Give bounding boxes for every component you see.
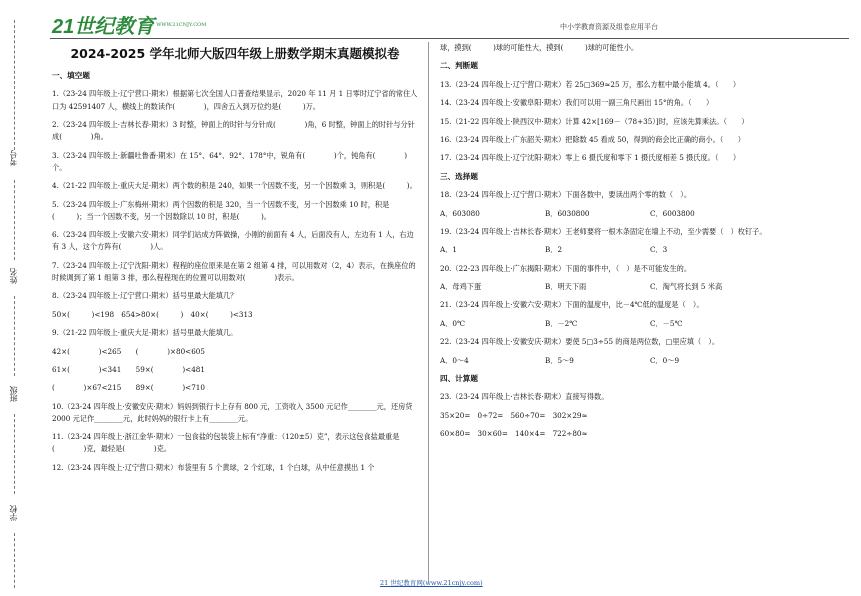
question-23-row: 35×20= 0÷72= 560÷70= 302×29≈ [440, 410, 588, 420]
left-column [52, 70, 420, 480]
question-10: 10.（23-24 四年级上·安徽安庆·期末）妈妈到银行卡上存有 800 元，工资收入 3500 元记作________元，还房贷 2000 元记作________元，此时妈妈的银行卡上有________元。 [52, 401, 413, 423]
option-b: B．－2℃ [545, 318, 578, 328]
question-13: 13.（23-24 四年级上·辽宁营口·期末）若 25□369≈25 万，那么方框中最小能填 4。（ ） [440, 79, 741, 89]
section-heading-true-false: 二、判断题 [440, 61, 478, 71]
logo-text: 21世纪教育 [52, 16, 155, 38]
option-c: C．0～9 [650, 355, 680, 365]
question-12-continued: 球，摸到( )球的可能性大，摸到( )球的可能性小。 [440, 43, 639, 52]
question-6: 6.（23-24 四年级上·安徽六安·期末）同学们站成方阵做操，小刚的前面有 4 人，后面没有人，左边有 1 人，右边有 3 人，这个方阵有( )人。 [52, 230, 414, 252]
option-c: C．淘气将长到 5 米高 [650, 282, 723, 292]
footer-link[interactable]: 21 世纪教育网(www.21cnjy.com) [380, 579, 483, 587]
strip-label-name: 姓名 [9, 268, 18, 284]
question-19-options [440, 244, 820, 256]
option-b: B．明天下雨 [545, 282, 587, 292]
strip-dash-line [14, 180, 16, 260]
strip-dash-line [14, 414, 16, 494]
question-4: 4.（21-22 四年级上·重庆大足·期末）两个数的积是 240，如果一个因数不变，另一个因数乘 3，则积是( )。 [52, 181, 417, 191]
page-title: 2024-2025 学年北师大版四年级上册数学期末真题模拟卷 [70, 46, 400, 61]
option-b: B．2 [545, 245, 563, 255]
section-heading-multiple-choice: 三、选择题 [440, 171, 478, 181]
column-divider [428, 42, 429, 582]
strip-label-class: 班级 [9, 386, 18, 402]
strip-dash-line [14, 296, 16, 376]
question-19: 19.（23-24 四年级上·吉林长春·期末）王老师要将一根木条固定在墙上不动，至少需要（ ）枚钉子。 [440, 226, 767, 236]
question-9: 9.（21-22 四年级上·重庆大足·期末）括号里最大能填几。 [52, 328, 238, 338]
binding-strip [0, 0, 40, 596]
question-8-row: 50×( )<198 654>80×( ) 40×( )<313 [52, 309, 253, 319]
option-a: A．603080 [440, 208, 480, 218]
option-c: C．－5℃ [650, 318, 683, 328]
question-17: 17.（23-24 四年级上·辽宁沈阳·期末）零上 6 摄氏度和零下 1 摄氏度相差 5 摄氏度。（ ） [440, 153, 741, 163]
question-18-options [440, 208, 820, 220]
question-7: 7.（23-24 四年级上·辽宁沈阳·期末）程程的座位原来是在第 2 组第 4 排，可以用数对（2，4）表示，在换座位的时候调到了第 1 组第 3 排，那么程程现在的位置可以用数对( )表示。 [52, 260, 416, 282]
question-8: 8.（23-24 四年级上·辽宁营口·期末）括号里最大能填几？ [52, 291, 238, 301]
option-b: B．6030800 [545, 208, 590, 218]
question-23: 23.（23-24 四年级上·吉林长春·期末）直接写得数。 [440, 392, 609, 402]
right-column [440, 42, 820, 447]
header-divider [50, 38, 849, 39]
question-9-row: ( )×67<215 89×( )<710 [52, 383, 205, 393]
question-22-options [440, 355, 820, 367]
question-12: 12.（23-24 四年级上·辽宁营口·期末）布袋里有 5 个黄球，2 个红球，1 个白球，从中任意摸出 1 个 [52, 462, 375, 472]
option-c: C．6003800 [650, 208, 695, 218]
option-b: B．5～9 [545, 355, 574, 365]
question-2: 2.（23-24 四年级上·吉林长春·期末）3 时整，钟面上的时针与分针成( )角，6 时整，钟面上的时针与分针成( )角。 [52, 119, 415, 142]
question-9-row: 61×( )<341 59×( )<481 [52, 364, 205, 374]
logo-subtext: WWW.21CNJY.COM [156, 21, 207, 28]
question-22: 22.（23-24 四年级上·安徽安庆·期末）要使 5□3÷55 的商是两位数，□里应填（ ）。 [440, 337, 720, 347]
strip-dash-line [14, 533, 16, 588]
question-21-options [440, 318, 820, 330]
question-20: 20.（22-23 四年级上·广东揭阳·期末）下面的事件中，（ ）是不可能发生的。 [440, 263, 692, 273]
section-heading-calculation: 四、计算题 [440, 374, 478, 384]
option-a: A．母鸡下蛋 [440, 282, 482, 292]
question-5: 5.（23-24 四年级上·广东梅州·期末）两个因数的积是 320，当一个因数不变，另一个因数乘 10 时，积是( )；当一个因数不变，另一个因数除以 10 时，积是( )。 [52, 199, 390, 221]
section-heading-fill-in: 一、填空题 [52, 71, 90, 80]
strip-label-exam-number: 考号 [9, 150, 18, 166]
question-11: 11.（23-24 四年级上·浙江金华·期末）一包食盐的包装袋上标有“净重：（120±5）克”，表示这包食盐最重是( )克，最轻是( )克。 [52, 432, 400, 454]
question-23-row: 60×80= 30×60= 140×4= 722÷80≈ [440, 429, 588, 439]
question-18: 18.（23-24 四年级上·辽宁营口·期末）下面各数中，要读出两个零的数（ ）。 [440, 190, 692, 200]
site-logo [52, 10, 206, 39]
question-14: 14.（23-24 四年级上·安徽阜阳·期末）我们可以用一副三角尺画出 15°的角。（ ） [440, 98, 714, 108]
option-c: C．3 [650, 245, 668, 255]
question-15: 15.（21-22 四年级上·陕西汉中·期末）计算 42×[169－（78+35）]时，应该先算乘法。（ ） [440, 116, 749, 126]
strip-label-school: 学校 [9, 505, 18, 521]
question-3: 3.（23-24 四年级上·新疆吐鲁番·期末）在 15°、64°、92°、178°中，锐角有( )个，钝角有( )个。 [52, 150, 408, 172]
strip-dash-line [14, 20, 16, 150]
question-9-row: 42×( )<265 ( )×80<605 [52, 346, 205, 356]
option-a: A．0～4 [440, 355, 469, 365]
option-a: A．0℃ [440, 318, 465, 328]
question-16: 16.（23-24 四年级上·广东韶关·期末）把除数 45 看成 50，得到的商会比正确的商小。（ ） [440, 134, 745, 144]
question-20-options [440, 281, 820, 293]
option-a: A．1 [440, 245, 457, 255]
platform-name: 中小学教育资源及组卷应用平台 [560, 23, 658, 31]
question-21: 21.（23-24 四年级上·安徽六安·期末）下面的温度中，比－4℃低的温度是（ ）。 [440, 300, 704, 310]
question-1: 1.（23-24 四年级上·辽宁营口·期末）根据第七次全国人口普查结果显示，2020 年 11 月 1 日零时辽宁省的常住人口为 42591407 人，横线上的数读作( )，四舍五入到万位约是( )万。 [52, 89, 418, 111]
